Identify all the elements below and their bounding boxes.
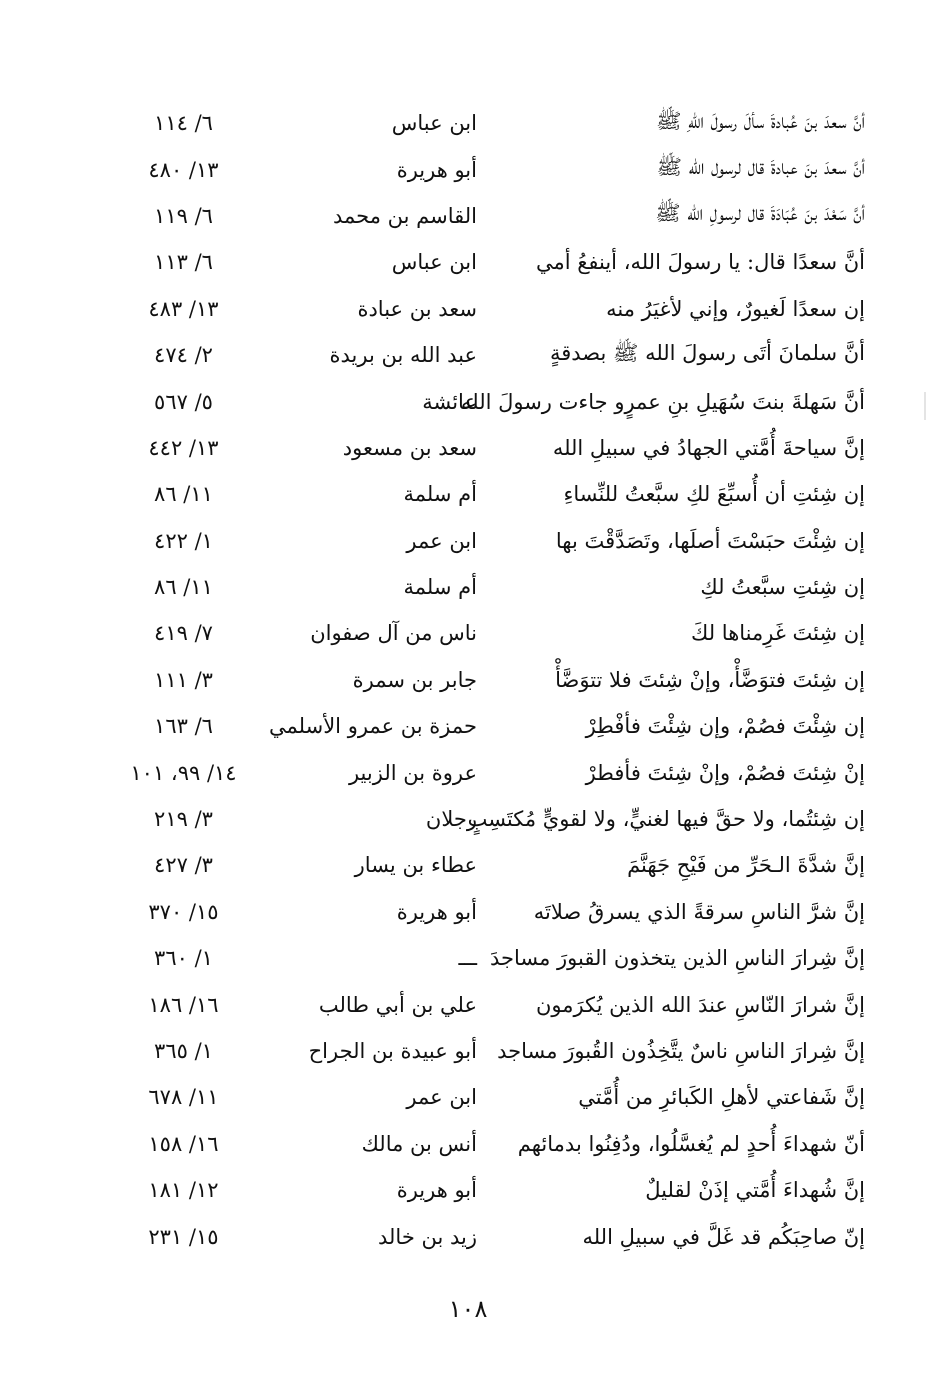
hadith-text: أنَّ سعدَ بنَ عبادةَ قال لرسول الله ﷺ (656, 155, 865, 180)
narrator-name: ـــ (458, 946, 477, 971)
narrator-name: سعد بن مسعود (342, 435, 477, 460)
narrator-name: عبد الله بن بريدة (329, 343, 477, 368)
hadith-text: أنَّ سعدًا قال: يا رسولَ الله، أينفعُ أمي (535, 250, 865, 275)
hadith-text: إنَّ سياحةَ أُمَّتي الجهادُ في سبيلِ الله (552, 435, 865, 460)
narrator-name: أبو هريرة (396, 899, 477, 924)
index-row (100, 286, 865, 332)
hadith-text: إنْ شِئتَ فصُمْ، وإنْ شِئتَ فأفطرْ (585, 760, 865, 785)
volume-page-ref: ١/ ٤٢٢ (154, 528, 213, 553)
narrator-name: ابن عباس (391, 250, 477, 275)
narrator-name: أبو عبيدة بن الجراح (308, 1039, 477, 1063)
hadith-text: إنَّ شِرارَ الناسِ ناسٌ يتَّخِذُون القُبورَ مساجد (497, 1039, 865, 1063)
margin-scan-mark (924, 392, 926, 420)
hadith-text: أنَّ سَهلةَ بنتَ سُهَيلِ بنِ عمرٍو جاءت رسولَ الله (460, 389, 865, 414)
hadith-text: إن شِئتُما، ولا حقَّ فيها لغنيٍّ، ولا لقويٍّ مُكتَسِبٍ (467, 807, 865, 832)
volume-page-ref: ١٦/ ١٥٨ (148, 1131, 219, 1156)
volume-page-ref: ٢/ ٤٧٤ (154, 343, 213, 368)
index-row (100, 1213, 865, 1259)
hadith-text: إنَّ شدَّةَ الـحَرِّ من فَيْحِ جَهَنَّمَ (627, 853, 865, 878)
narrator-name: أبو هريرة (396, 157, 477, 182)
hadith-text: إن سعدًا لَغيورٌ، وإني لأغيَرُ منه (606, 296, 865, 321)
volume-page-ref: ١٣/ ٤٨٣ (148, 296, 219, 321)
hadith-text: إن شِئتَ غَرِمناها لكَ (691, 621, 865, 646)
hadith-text: إن شِئْتَ حبَسْتَ أصلَها، وتَصَدَّقْتَ بها (555, 528, 865, 553)
index-row (100, 564, 865, 610)
volume-page-ref: ١٤/ ٩٩، ١٠١ (130, 760, 237, 785)
index-row (100, 471, 865, 517)
hadith-text: إن شِئْتَ فصُمْ، وإن شِئْتَ فأفْطِرْ (585, 714, 865, 739)
narrator-name: ابن عمر (406, 1085, 477, 1110)
hadith-index-table (100, 100, 865, 1260)
volume-page-ref: ١٣/ ٤٤٢ (148, 435, 219, 460)
hadith-text: أنَّ سعدَ بنَ عُبادةَ سألَ رسولَ اللهِ ﷺ (656, 108, 865, 133)
index-row (100, 749, 865, 795)
narrator-name: ناس من آل صفوان (310, 621, 477, 646)
narrator-name: أبو هريرة (396, 1178, 477, 1203)
hadith-text: أنَّ سَعْدَ بنَ عُبَادَةَ قال لرسولِ الله ﷺ (655, 201, 865, 226)
volume-page-ref: ١/ ٣٦٥ (154, 1039, 213, 1063)
volume-page-ref: ١٦/ ١٨٦ (148, 992, 219, 1017)
volume-page-ref: ١١/ ٨٦ (154, 482, 213, 507)
narrator-name: ابن عباس (391, 111, 477, 136)
index-row (100, 378, 865, 424)
index-row (100, 1074, 865, 1120)
hadith-text: إن شِئتِ أن أُسبِّعَ لكِ سبَّعتُ للنِّساءِ (563, 482, 865, 507)
narrator-name: رجلان (425, 807, 477, 832)
index-row (100, 842, 865, 888)
index-row (100, 518, 865, 564)
index-row (100, 332, 865, 378)
index-row (100, 425, 865, 471)
narrator-name: أم سلمة (403, 482, 477, 507)
hadith-text: إنَّ شَفاعتي لأهلِ الكَبائرِ من أُمَّتي (578, 1085, 865, 1110)
volume-page-ref: ٦/ ١٦٣ (154, 714, 213, 739)
hadith-text: إنَّ شرارَ النّاسِ عندَ الله الذين يُكرَمون (535, 992, 865, 1017)
volume-page-ref: ٣/ ٢١٩ (154, 807, 213, 832)
index-row (100, 657, 865, 703)
narrator-name: عائشة (422, 389, 477, 414)
index-row (100, 796, 865, 842)
narrator-name: سعد بن عبادة (357, 296, 477, 321)
hadith-text: إنَّ شرَّ الناسِ سرقةً الذي يسرقُ صلاتَه (533, 899, 865, 924)
volume-page-ref: ١١/ ٨٦ (154, 575, 213, 600)
volume-page-ref: ٣/ ١١١ (154, 667, 213, 692)
volume-page-ref: ١١/ ٦٧٨ (148, 1085, 219, 1110)
index-row (100, 1121, 865, 1167)
index-row (100, 703, 865, 749)
index-row (100, 981, 865, 1027)
volume-page-ref: ٦/ ١١٤ (154, 111, 213, 136)
narrator-name: جابر بن سمرة (352, 667, 477, 692)
volume-page-ref: ٦/ ١١٩ (154, 203, 213, 228)
narrator-name: ابن عمر (406, 528, 477, 553)
narrator-name: زيد بن خالد (378, 1224, 477, 1249)
index-row (100, 610, 865, 656)
hadith-text: إنَّ شِرارَ الناسِ الذين يتخذون القبورَ مساجدَ (489, 946, 865, 971)
index-row (100, 193, 865, 239)
hadith-text: إنّ صاحِبَكُم قد غَلَّ في سبيلِ الله (582, 1224, 865, 1249)
narrator-name: أم سلمة (403, 575, 477, 600)
index-row (100, 935, 865, 981)
volume-page-ref: ٧/ ٤١٩ (154, 621, 213, 646)
narrator-name: القاسم بن محمد (333, 203, 477, 228)
hadith-text: أنَّ سلمانَ أتَى رسولَ الله ﷺ بصدقةٍ (549, 340, 865, 365)
index-row (100, 1028, 865, 1074)
page-number: ١٠٨ (448, 1295, 488, 1323)
index-row (100, 1167, 865, 1213)
hadith-text: أنّ شهداءَ أُحدٍ لم يُغسَّلُوا، ودُفِنُوا بدمائهم (517, 1131, 865, 1156)
volume-page-ref: ١٥/ ٢٣١ (148, 1224, 219, 1249)
narrator-name: عروة بن الزبير (348, 760, 477, 785)
hadith-text: إن شِئتَ فتوَضَّأْ، وإنْ شِئتَ فلا تتوَضَّأْ (555, 667, 865, 692)
narrator-name: أنس بن مالك (361, 1131, 477, 1156)
index-row (100, 146, 865, 192)
index-row (100, 239, 865, 285)
hadith-text: إنَّ شُهداءَ أُمَّتي إذَنْ لقليلٌ (645, 1178, 865, 1203)
volume-page-ref: ٦/ ١١٣ (154, 250, 213, 275)
index-row (100, 100, 865, 146)
narrator-name: علي بن أبي طالب (318, 992, 477, 1017)
volume-page-ref: ١/ ٣٦٠ (154, 946, 213, 971)
volume-page-ref: ١٥/ ٣٧٠ (148, 899, 219, 924)
index-row (100, 889, 865, 935)
volume-page-ref: ٥/ ٥٦٧ (154, 389, 213, 414)
volume-page-ref: ٣/ ٤٢٧ (154, 853, 213, 878)
volume-page-ref: ١٢/ ١٨١ (148, 1178, 219, 1203)
narrator-name: حمزة بن عمرو الأسلمي (269, 714, 477, 739)
narrator-name: عطاء بن يسار (354, 853, 477, 878)
volume-page-ref: ١٣/ ٤٨٠ (148, 157, 219, 182)
hadith-text: إن شِئتِ سبَّعتُ لكِ (700, 575, 865, 600)
